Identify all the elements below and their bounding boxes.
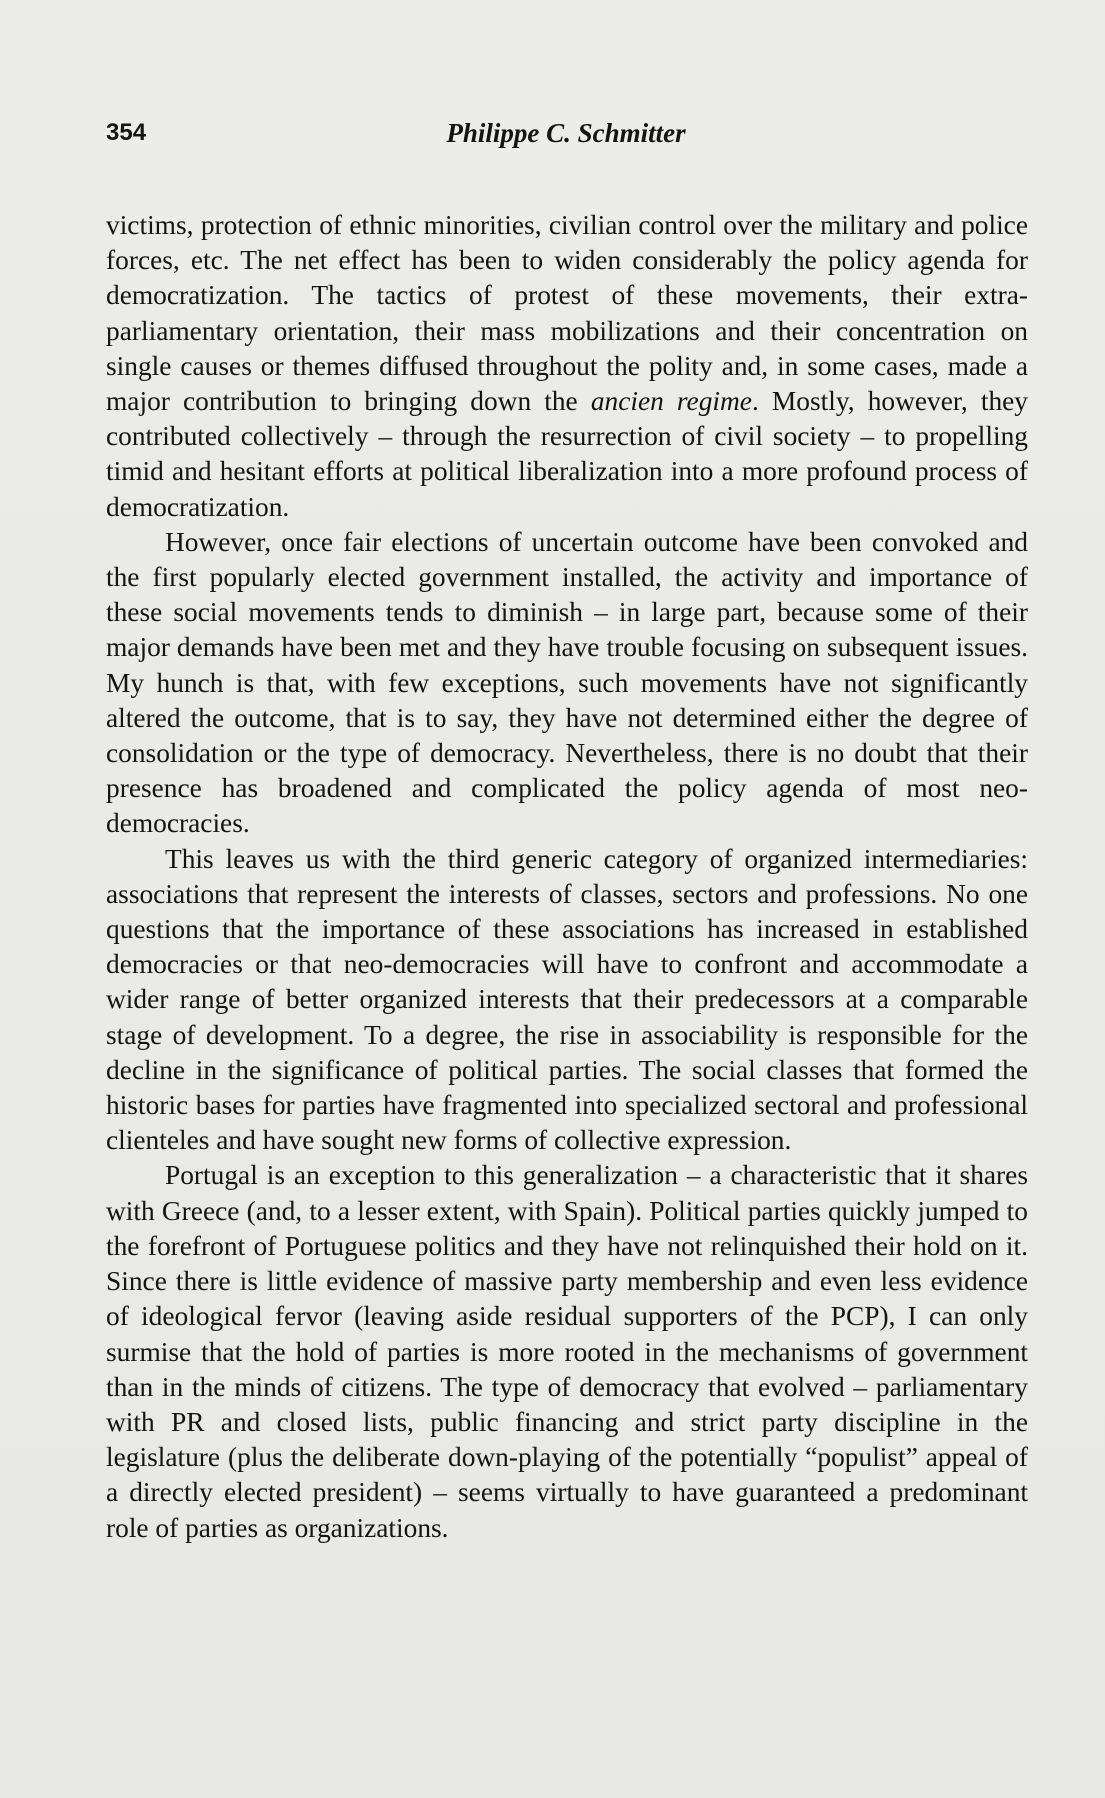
paragraph-1 — [106, 208, 1028, 525]
body-text — [106, 208, 1028, 1546]
paragraph-1-italic-term: ancien regime — [590, 386, 752, 417]
paragraph-1-text-start: victims, protection of ethnic minorities, civilian control over the military and police forces, etc. The net effect has been to widen considerably the policy agenda for democratization. The tactics of protest of these movements, their extra-parliamentary orientation, their mass mobilizations and their concentration on single causes or themes diffused throughout the polity and, in some cases, made a major contribution to bringing down the — [106, 210, 1028, 417]
running-head — [106, 116, 1026, 150]
paragraph-3: This leaves us with the third generic category of organized intermediaries: associations that represent the interests of classes, sectors and professions. No one questions that the importance of these associations has increased in established democracies or that neo-democracies will have to confront and accommodate a wider range of better organized interests that their predecessors at a comparable stage of development. To a degree, the rise in associability is responsible for the decline in the significance of political parties. The social classes that formed the historic bases for parties have fragmented into specialized sectoral and professional clienteles and have sought new forms of collective expression. — [106, 843, 1028, 1156]
paragraph-1-text-end: . Mostly, however, they contributed collectively – through the resurrection of civil society – to propelling timid and hesitant efforts at political liberalization into a more profound process of democratization. — [106, 386, 1029, 522]
page-number: 354 — [106, 119, 147, 146]
paragraph-4: Portugal is an exception to this generalization – a characteristic that it shares with Greece (and, to a lesser extent, with Spain). Political parties quickly jumped to the forefront of Portuguese politics and they have not relinquished their hold on it. Since there is little evidence of massive party membership and even less evidence of ideological fervor (leaving aside residual supporters of the PCP), I can only surmise that the hold of parties is more rooted in the mechanisms of government than in the minds of citizens. The type of democracy that evolved – parliamentary with PR and closed lists, public financing and strict party discipline in the legislature (plus the deliberate down-playing of the potentially “populist” appeal of a directly elected president) – seems virtually to have guaranteed a predominant role of parties as organizations. — [106, 1160, 1028, 1543]
paragraph-2: However, once fair elections of uncertain outcome have been convoked and the first popularly elected government installed, the activity and importance of these social movements tends to diminish – in large part, because some of their major demands have been met and they have trouble focusing on subsequent issues. My hunch is that, with few exceptions, such movements have not significantly altered the outcome, that is to say, they have not determined either the degree of consolidation or the type of democracy. Nevertheless, there is no doubt that their presence has broadened and complicated the policy agenda of most neo-democracies. — [106, 526, 1028, 839]
running-head-author: Philippe C. Schmitter — [446, 118, 686, 148]
